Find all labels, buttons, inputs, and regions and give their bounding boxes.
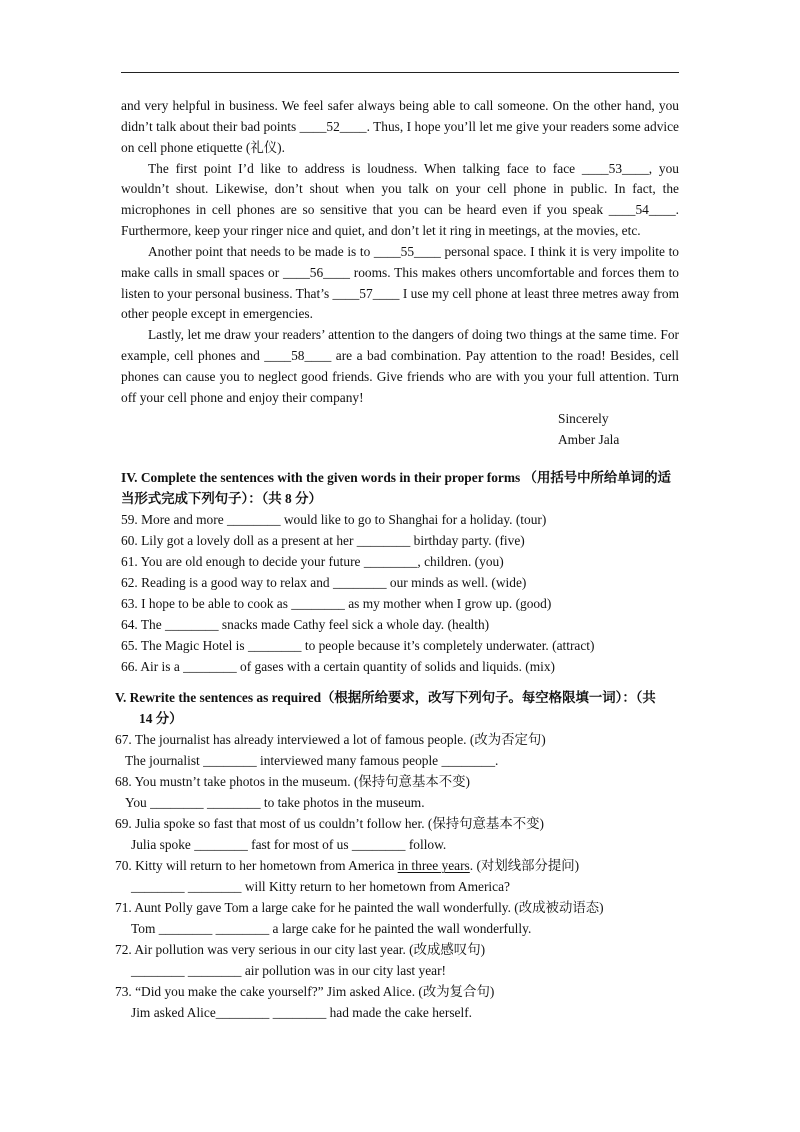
section-v: [115, 688, 679, 1023]
question-response-line: The journalist ________ interviewed many famous people ________.: [125, 753, 499, 769]
question-69: [115, 813, 679, 855]
question-61: 61. You are old enough to decide your future ________, children. (you): [121, 554, 504, 570]
section-iv: [121, 468, 679, 677]
question-stem: 67. The journalist has already interviewed a lot of famous people. (改为否定句): [115, 732, 546, 748]
question-67: [115, 729, 679, 771]
question-stem: 68. You mustn’t take photos in the museum. (保持句意基本不变): [115, 774, 470, 790]
question-response-line: Julia spoke ________ fast for most of us ________ follow.: [131, 837, 447, 853]
passage-paragraph-4: Lastly, let me draw your readers’ attention to the dangers of doing two things at the same time. For example, cell phones and ____58____ are a bad combination. Pay attention to the road! Besides, cell phones can cause you to neglect good friends. Give friends who are with you your full attention. Turn off your cell phone and enjoy their company!: [121, 327, 679, 405]
section-v-heading-line-1: V. Rewrite the sentences as required（根据所给要求，改写下列句子。每空格限填一词）：（共: [115, 690, 656, 706]
question-response-line: Jim asked Alice________ ________ had made the cake herself.: [131, 1005, 472, 1021]
question-72: [115, 939, 679, 981]
question-64: 64. The ________ snacks made Cathy feel sick a whole day. (health): [121, 617, 490, 633]
question-71: [115, 897, 679, 939]
question-63: 63. I hope to be able to cook as ________ as my mother when I grow up. (good): [121, 596, 552, 612]
passage-paragraph-3: Another point that needs to be made is to ____55____ personal space. I think it is very impolite to make calls in small spaces or ____56____ rooms. This makes others uncomfortable and forces them to listen to your personal business. That’s ____57____ I use my cell phone at least three metres away from other people except in emergencies.: [121, 243, 679, 322]
underlined-phrase: in three years: [397, 858, 470, 874]
question-65: 65. The Magic Hotel is ________ to people because it’s completely underwater. (attract): [121, 638, 595, 654]
question-70: [115, 855, 679, 897]
header-rule: [121, 72, 679, 73]
question-59: 59. More and more ________ would like to go to Shanghai for a holiday. (tour): [121, 512, 547, 528]
letter-signature-block: [558, 409, 679, 451]
section-v-heading-line-2: 14 分）: [139, 710, 183, 726]
section-v-heading: [115, 688, 679, 729]
stem-text-after: . (对划线部分提问): [469, 858, 580, 874]
question-73: [115, 981, 679, 1023]
reading-passage: [121, 96, 679, 409]
question-stem: 69. Julia spoke so fast that most of us couldn’t follow her. (保持句意基本不变): [115, 816, 544, 832]
question-60: 60. Lily got a lovely doll as a present at her ________ birthday party. (five): [121, 533, 525, 549]
question-stem: [115, 855, 679, 876]
question-response-line: ________ ________ will Kitty return to her hometown from America?: [131, 879, 510, 895]
question-62: 62. Reading is a good way to relax and ________ our minds as well. (wide): [121, 575, 527, 591]
passage-paragraph-1: and very helpful in business. We feel safer always being able to call someone. On the other hand, you didn’t talk about their bad points ____52____. Thus, I hope you’ll let me give your readers some advice on cell phone etiquette (礼仪).: [121, 98, 679, 155]
passage-paragraph-2: The first point I’d like to address is loudness. When talking face to face ____53____, you wouldn’t shout. Likewise, don’t shout when you talk on your cell phone in public. In fact, the microphones in cell phones are so sensitive that you can be heard even if you speak ____54____. Furthermore, keep your ringer nice and quiet, and don’t let it ring in meetings, at the movies, etc.: [121, 160, 679, 239]
question-response-line: Tom ________ ________ a large cake for he painted the wall wonderfully.: [131, 921, 532, 937]
letter-closing: Sincerely: [558, 410, 609, 426]
stem-text-before: 70. Kitty will return to her hometown from America: [115, 858, 398, 874]
question-response-line: You ________ ________ to take photos in the museum.: [125, 795, 425, 811]
question-response-line: ________ ________ air pollution was in our city last year!: [131, 963, 447, 979]
question-66: 66. Air is a ________ of gases with a certain quantity of solids and liquids. (mix): [121, 659, 556, 675]
question-stem: 72. Air pollution was very serious in our city last year. (改成感叹句): [115, 942, 486, 958]
letter-signature: Amber Jala: [558, 431, 620, 447]
exam-page: [115, 96, 679, 1023]
question-stem: 73. “Did you make the cake yourself?” Jim asked Alice. (改为复合句): [115, 984, 495, 1000]
question-68: [115, 771, 679, 813]
question-stem: 71. Aunt Polly gave Tom a large cake for he painted the wall wonderfully. (改成被动语态): [115, 900, 604, 916]
section-iv-heading: IV. Complete the sentences with the given words in their proper forms （用括号中所给单词的适当形式完成下列句子）：（共 8 分）: [121, 470, 671, 506]
